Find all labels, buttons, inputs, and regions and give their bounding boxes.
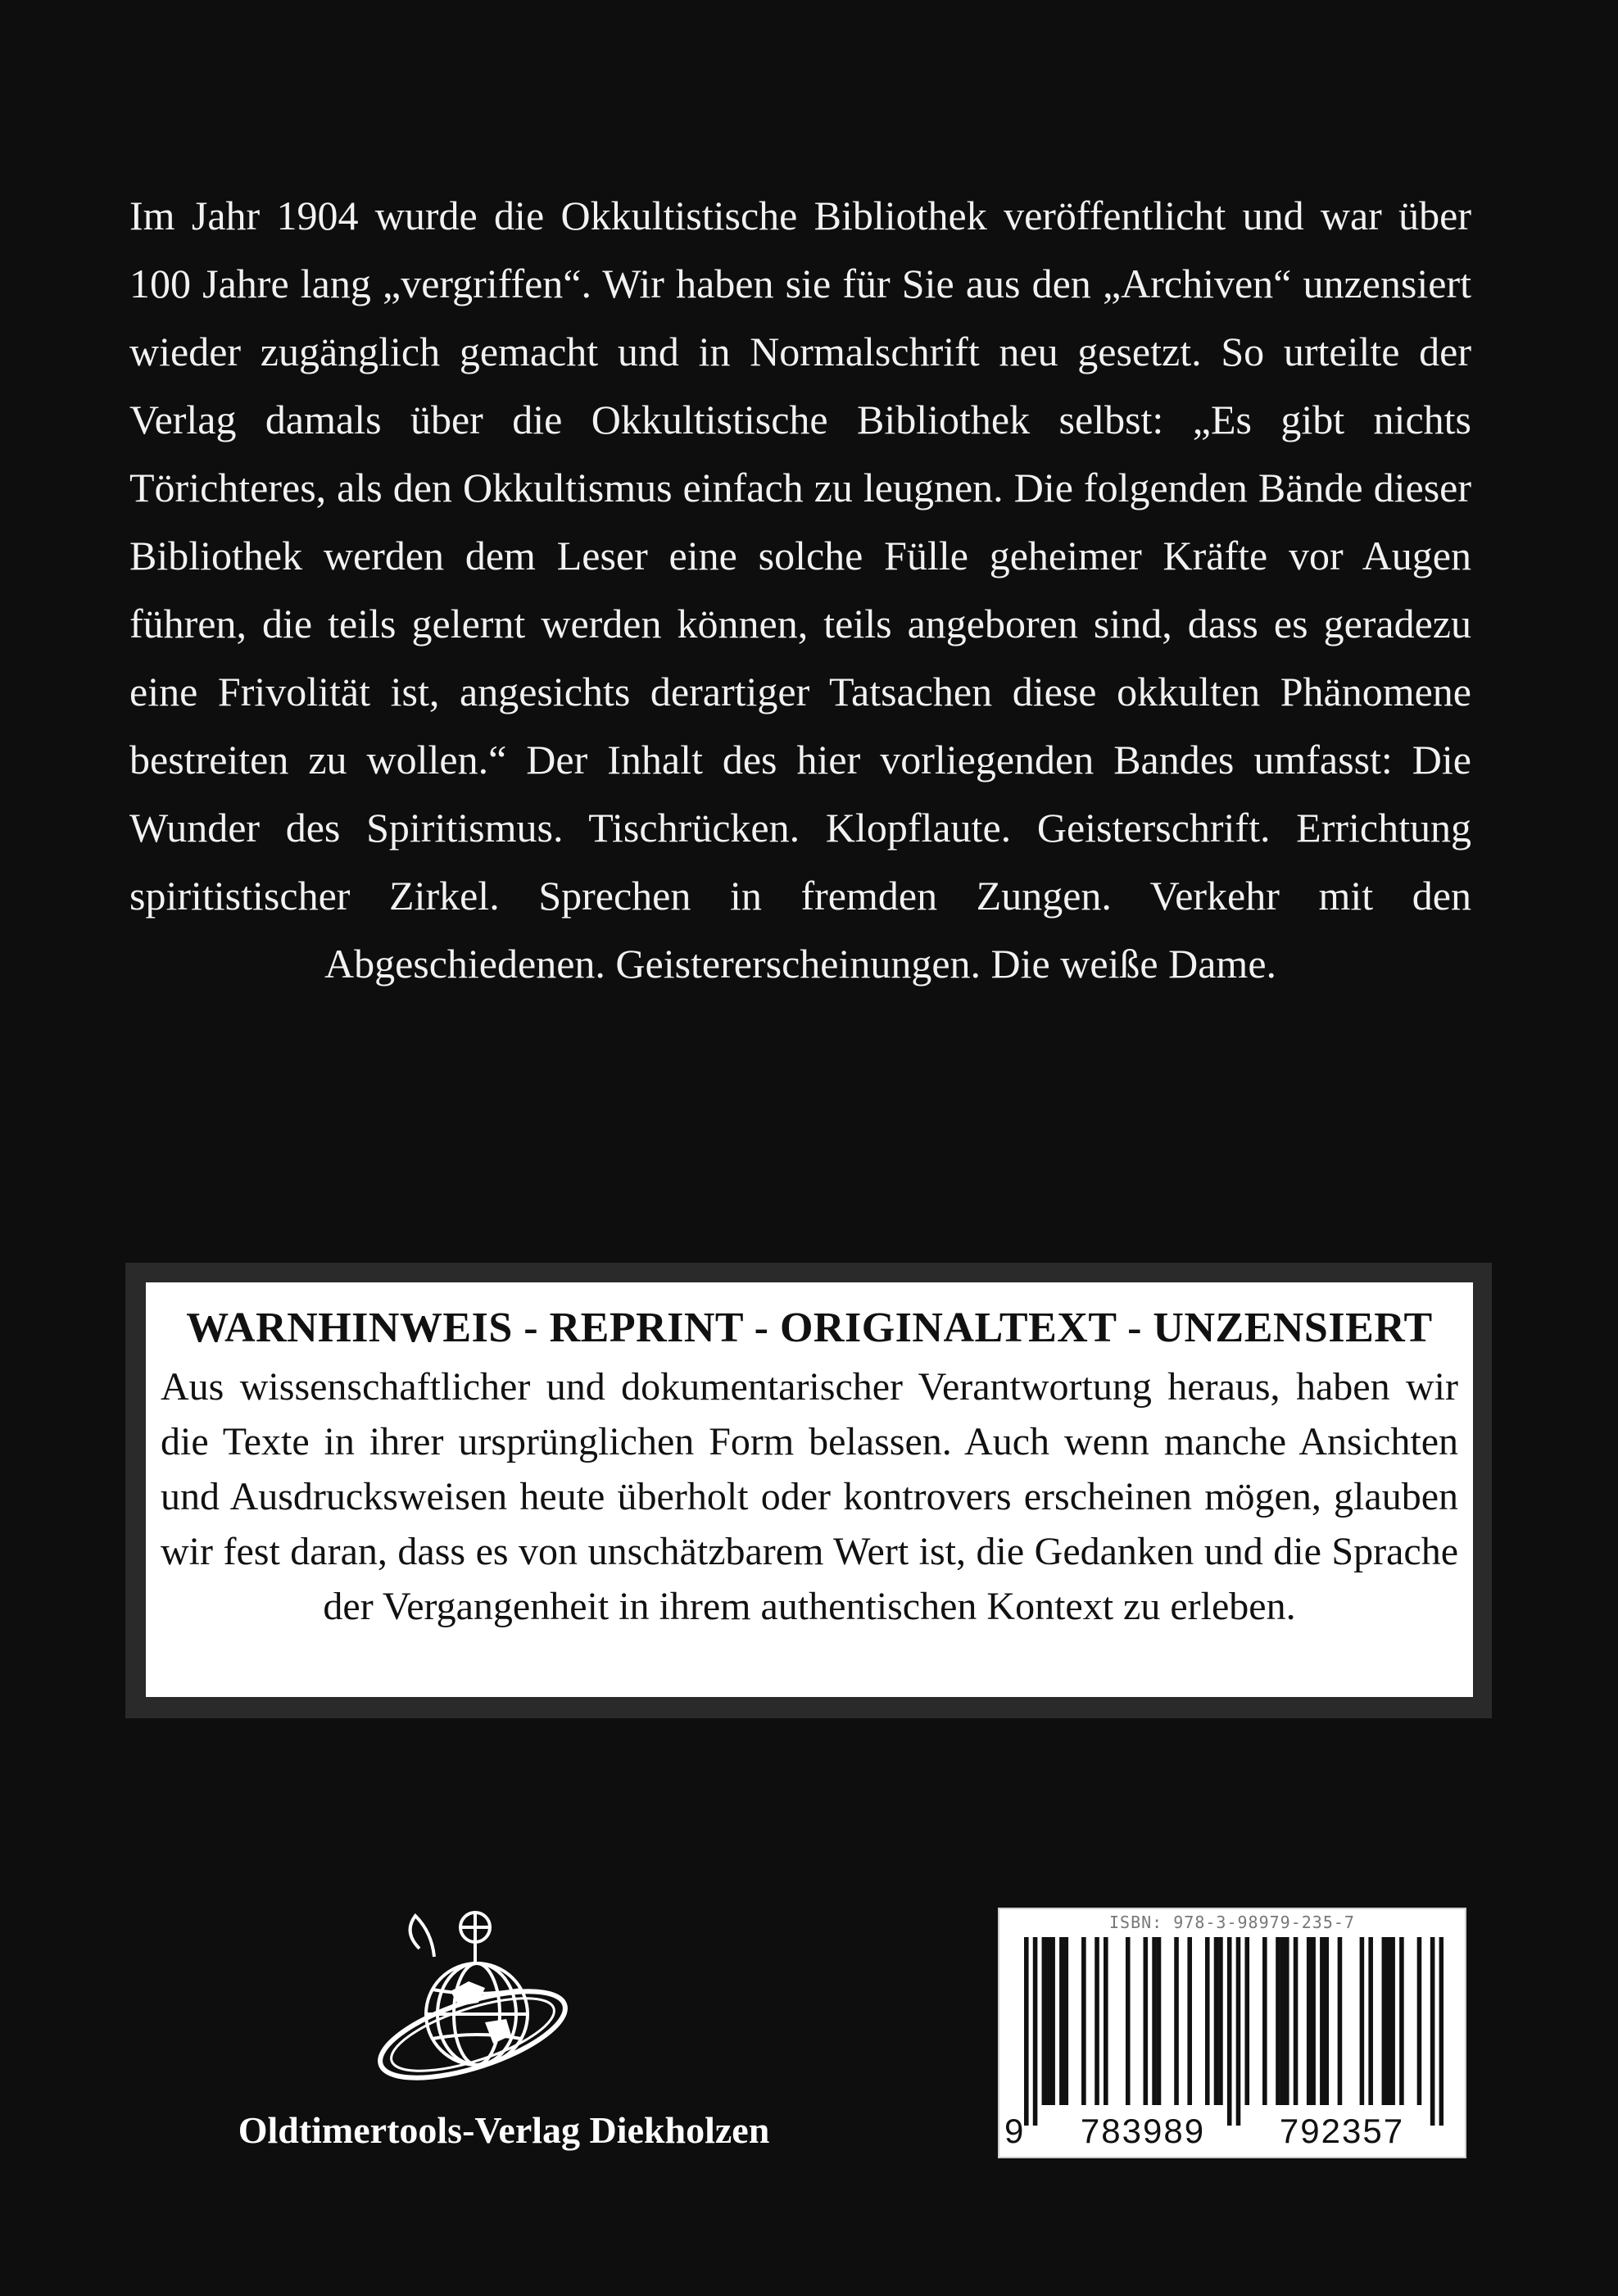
isbn-barcode xyxy=(998,1908,1466,2158)
barcode-bar xyxy=(1081,1937,1086,2105)
barcode-bar xyxy=(1338,1937,1343,2105)
ean-lead-digit: 9 xyxy=(1004,2112,1024,2150)
barcode-bar xyxy=(1104,1937,1108,2105)
barcode-bar xyxy=(1244,1937,1249,2105)
barcode-bar xyxy=(1280,1937,1285,2105)
barcode-bar xyxy=(1095,1937,1099,2105)
publisher-name: Oldtimertools-Verlag Diekholzen xyxy=(238,2109,770,2151)
barcode-bar xyxy=(1064,1937,1069,2105)
barcode-bar xyxy=(1439,1937,1444,2126)
barcode-bar xyxy=(1399,1937,1404,2105)
ean-right-digits: 792357 xyxy=(1279,2112,1405,2150)
ean-left-digits: 783989 xyxy=(1080,2112,1206,2150)
barcode-bar xyxy=(1227,1937,1232,2126)
barcode-bar xyxy=(1320,1937,1325,2105)
barcode-bar xyxy=(1174,1937,1179,2105)
barcode-bar xyxy=(1144,1937,1149,2105)
barcode-bar xyxy=(1386,1937,1391,2105)
barcode-bar xyxy=(1276,1937,1280,2105)
barcode-bar xyxy=(1262,1937,1267,2105)
barcode-bar xyxy=(1059,1937,1064,2105)
barcode-bar xyxy=(1033,1937,1038,2126)
barcode-bar xyxy=(1126,1937,1131,2105)
barcode-bars xyxy=(1024,1937,1444,2126)
barcode-bar xyxy=(1382,1937,1387,2105)
barcode-bar xyxy=(1360,1937,1365,2105)
barcode-bar xyxy=(1324,1937,1329,2105)
barcode-bar xyxy=(1390,1937,1395,2105)
barcode-bar xyxy=(1157,1937,1162,2105)
barcode-bar xyxy=(1294,1937,1298,2105)
barcode-bar xyxy=(1417,1937,1422,2105)
back-cover-blurb: Im Jahr 1904 wurde die Okkultistische Bibliothek veröffentlicht und war über 100 Jahre lang „vergriffen“. Wir haben sie für Sie aus den „Archiven“ unzensiert wieder zugänglich gemacht und in Normalschrift neu gesetzt. So urteilte der Verlag damals über die Okkultistische Bibliothek selbst: „Es gibt nichts Törichteres, als den Okkultismus einfach zu leugnen. Die folgenden Bände dieser Bibliothek werden dem Leser eine solche Fülle geheimer Kräfte vor Augen führen, die teils gelernt werden können, teils angeboren sind, dass es geradezu eine Frivolität ist, angesichts derartiger Tatsachen diese okkulten Phänomene bestreiten zu wollen.“ Der Inhalt des hier vorliegenden Bandes umfasst: Die Wunder des Spiritismus. Tischrücken. Klopflaute. Geisterschrift. Errichtung spiritistischer Zirkel. Sprechen in fremden Zungen. Verkehr mit den Abgeschiedenen. Geistererscheinungen. Die weiße Dame. xyxy=(129,193,1471,987)
barcode-bar xyxy=(1307,1937,1312,2105)
isbn-label: ISBN: 978-3-98979-235-7 xyxy=(1109,1913,1355,1932)
barcode-bar xyxy=(1368,1937,1373,2105)
barcode-bar xyxy=(1218,1937,1223,2105)
barcode-bar xyxy=(1285,1937,1289,2105)
barcode-bar xyxy=(1214,1937,1219,2105)
barcode-bar xyxy=(1187,1937,1192,2105)
warning-box xyxy=(146,1282,1473,1697)
warning-text: Aus wissenschaftlicher und dokumentarischer Verantwortung heraus, haben wir die Texte in ihrer ursprünglichen Form belassen. Auch wenn manche Ansichten und Ausdrucksweisen heute überholt oder kontrovers erscheinen mögen, glauben wir fest daran, dass es von unschätzbarem Wert ist, die Gedanken und die Sprache der Vergangenheit in ihrem authentischen Kontext zu erleben. xyxy=(161,1365,1458,1628)
barcode-bar xyxy=(1236,1937,1241,2126)
barcode-bar xyxy=(1050,1937,1055,2105)
barcode-bar xyxy=(1024,1937,1029,2126)
barcode-bar xyxy=(1430,1937,1435,2126)
barcode-bar xyxy=(1046,1937,1051,2105)
barcode-bar xyxy=(1042,1937,1047,2105)
barcode-bar xyxy=(1152,1937,1157,2105)
barcode-bar xyxy=(1311,1937,1316,2105)
barcode-bar xyxy=(1205,1937,1210,2105)
warning-title: WARNHINWEIS - REPRINT - ORIGINALTEXT - UNZENSIERT xyxy=(186,1305,1433,1351)
globe-logo-icon xyxy=(370,1899,575,2104)
